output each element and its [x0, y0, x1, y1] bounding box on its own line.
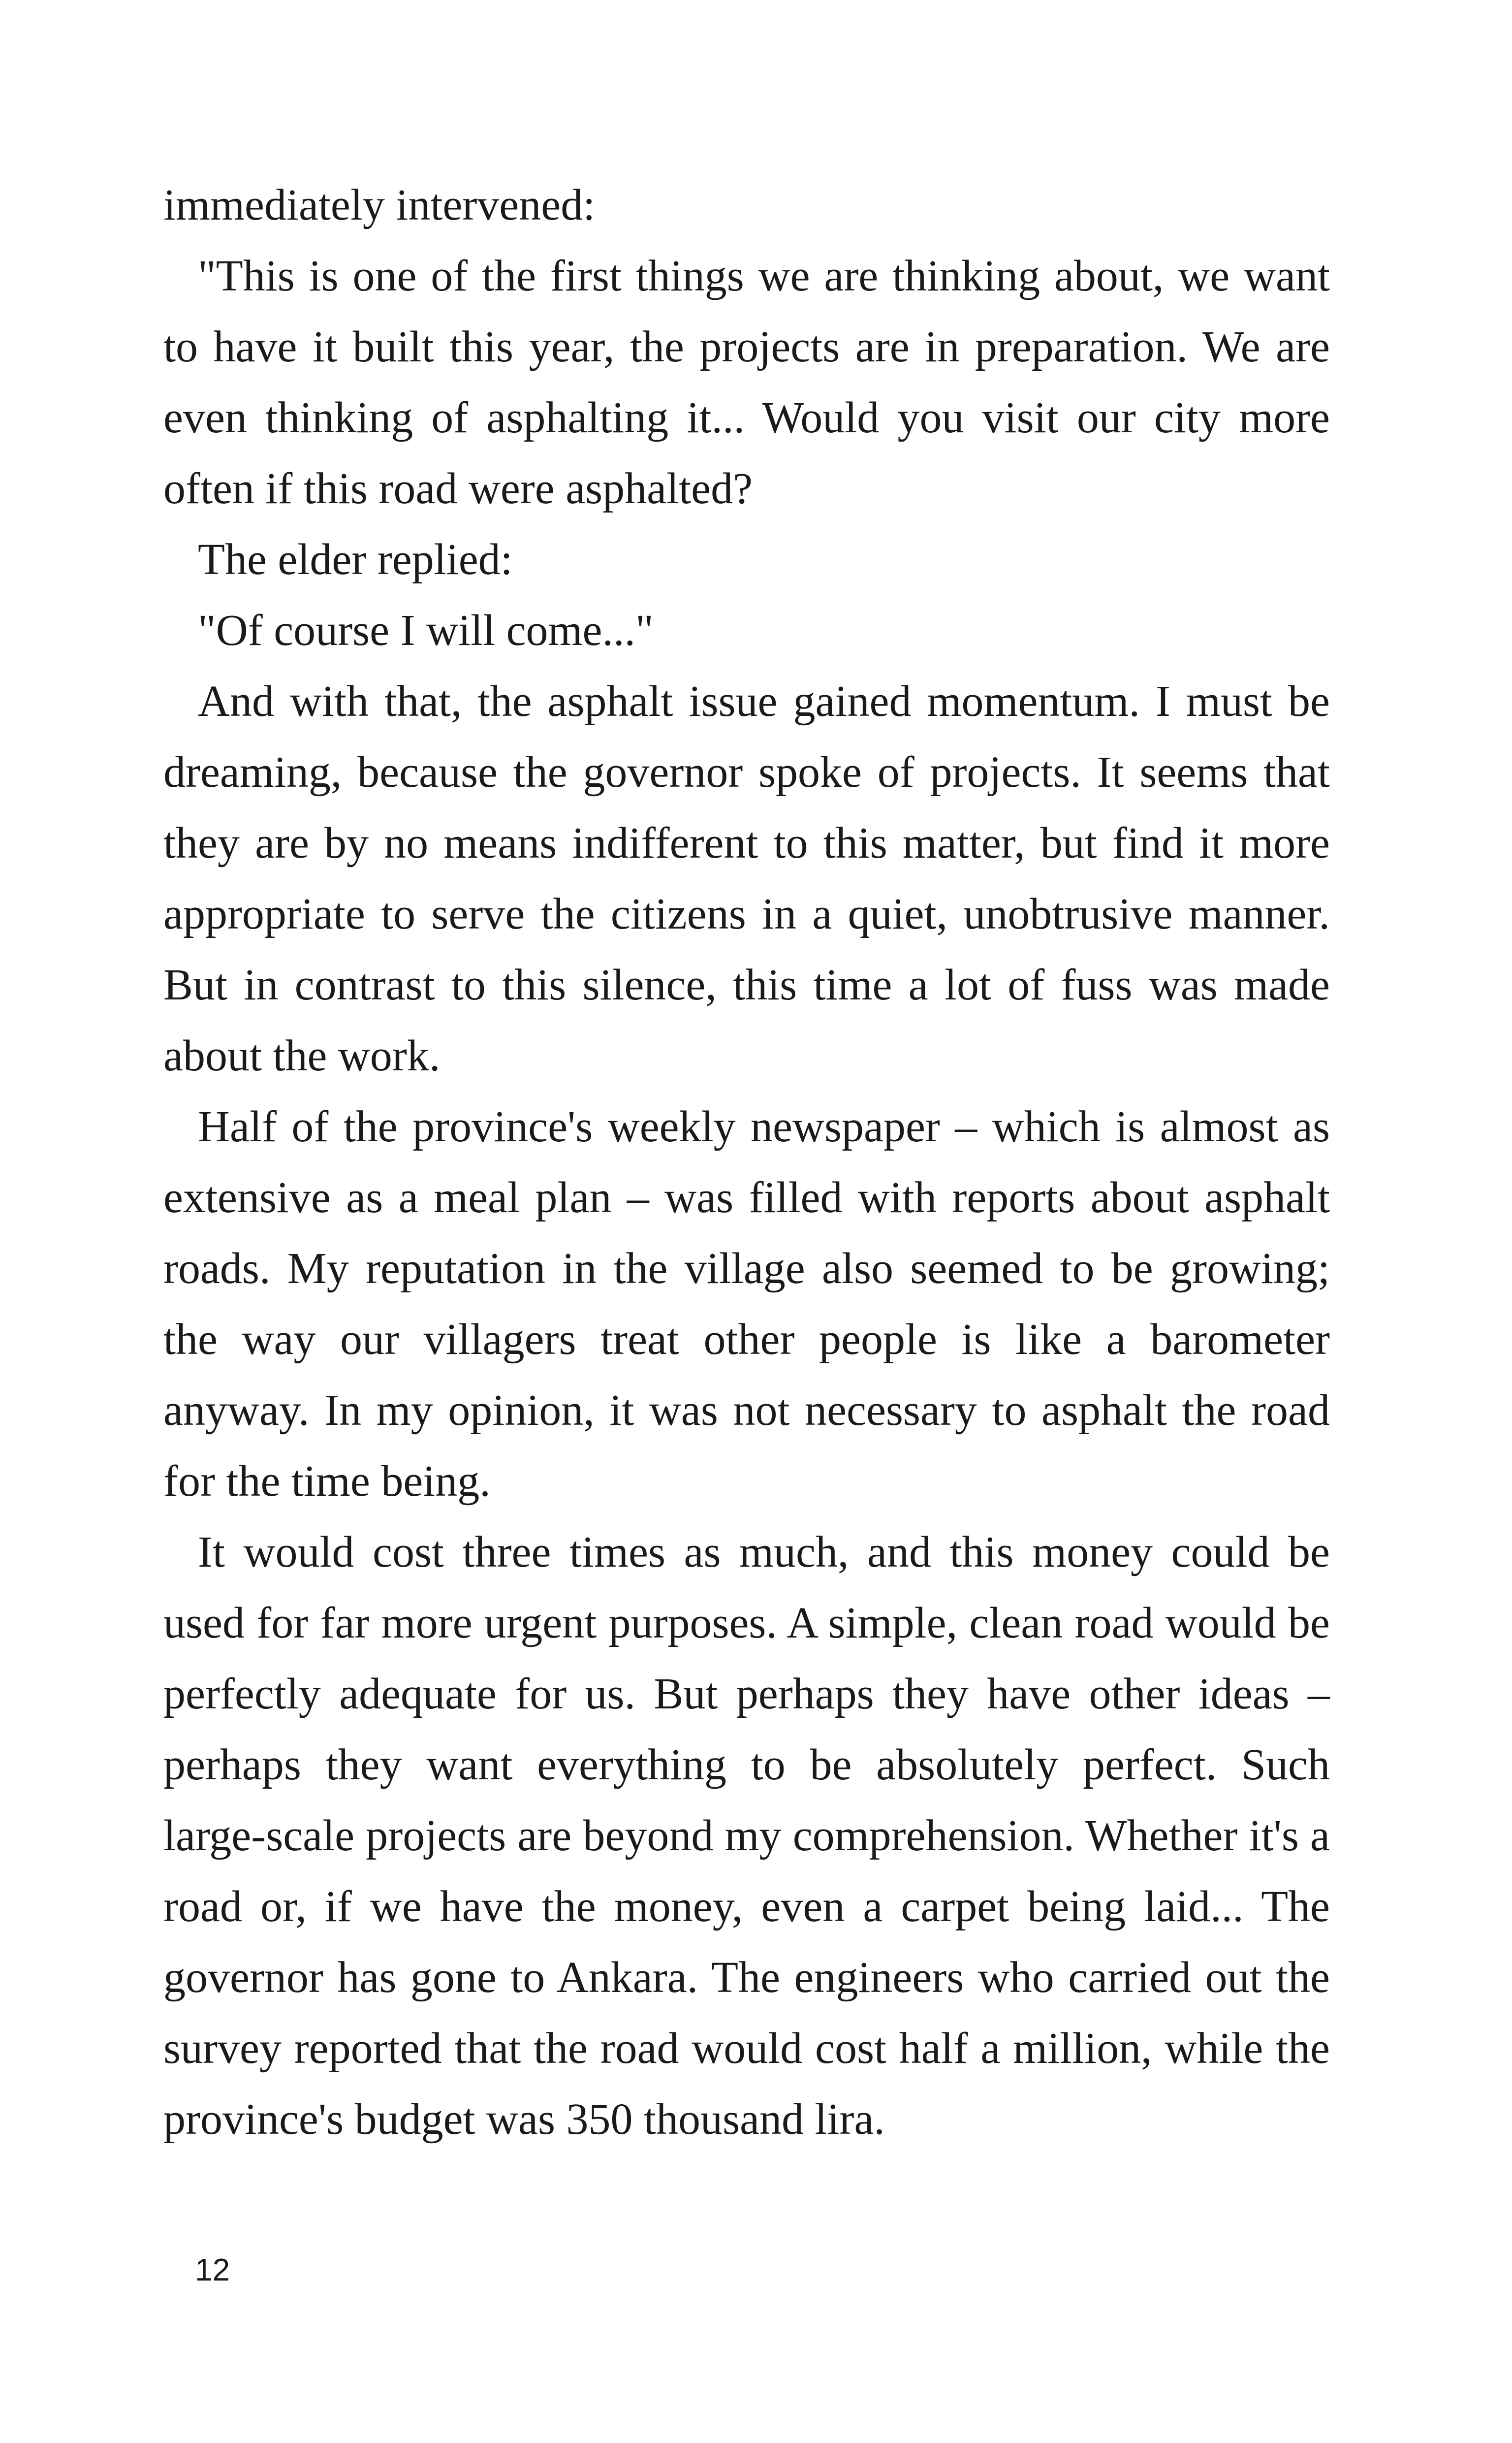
page-number: 12: [195, 2252, 230, 2287]
paragraph-5: And with that, the asphalt issue gained momentum. I must be dreaming, because the governor spoke of projects. It seems that they are by no means indifferent to this matter, but find it more appropriate to serve the citizens in a quiet, unobtrusive manner. But in contrast to this silence, this time a lot of fuss was made about the work.: [163, 677, 1330, 1080]
paragraph-2: "This is one of the first things we are thinking about, we want to have it built this year, the projects are in preparation. We are even thinking of asphalting it... Would you visit our city more often if this road were asphalted?: [163, 252, 1330, 513]
paragraph-3: The elder replied:: [198, 535, 513, 584]
paragraph-7: It would cost three times as much, and this money could be used for far more urgent purposes. A simple, clean road would be perfectly adequate for us. But perhaps they have other ideas – perhaps they want everything to be absolutely perfect. Such large-scale projects are beyond my comprehension. Whether it's a road or, if we have the money, even a carpet being laid... The governor has gone to Ankara. The engineers who carried out the survey reported that the road would cost half a million, while the province's budget was 350 thousand lira.: [163, 1528, 1330, 2144]
body-text: [163, 170, 1330, 2155]
paragraph-6: Half of the province's weekly newspaper – which is almost as extensive as a meal plan – was filled with reports about asphalt roads. My reputation in the village also seemed to be growing; the way our villagers treat other people is like a barometer anyway. In my opinion, it was not necessary to asphalt the road for the time being.: [163, 1102, 1330, 1506]
paragraph-1: immediately intervened:: [163, 181, 596, 229]
paragraph-4: "Of course I will come...": [198, 606, 654, 655]
